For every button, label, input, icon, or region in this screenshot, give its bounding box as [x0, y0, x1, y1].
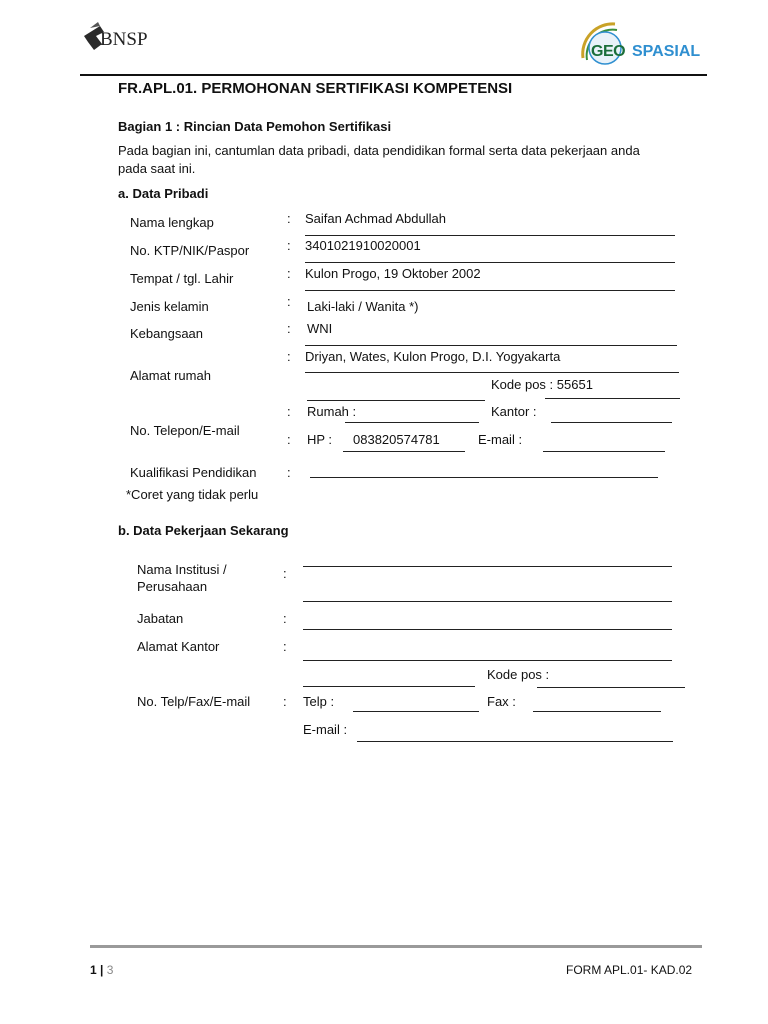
- alamat-kantor-label: Alamat Kantor: [137, 639, 220, 654]
- ktp-label: No. KTP/NIK/Paspor: [130, 243, 250, 258]
- data-pribadi-heading: a. Data Pribadi: [118, 186, 209, 201]
- institusi-label-line2: Perusahaan: [137, 579, 208, 594]
- geo-logo-text: GEO: [591, 43, 626, 60]
- telp-kantor-field-label: Telp :: [303, 694, 335, 709]
- kebangsaan-label: Kebangsaan: [130, 326, 204, 341]
- kebangsaan-value[interactable]: WNI: [307, 321, 333, 336]
- jabatan-field[interactable]: [303, 629, 672, 630]
- footnote-coret: *Coret yang tidak perlu: [126, 487, 259, 502]
- intro-text-line2: pada saat ini.: [118, 161, 196, 176]
- kebangsaan-colon: :: [287, 321, 291, 336]
- alamat-kantor-field[interactable]: [303, 660, 672, 661]
- ktp-underline: [305, 262, 675, 263]
- jk-colon: :: [287, 294, 291, 309]
- telp-kantor-label: No. Telp/Fax/E-mail: [137, 694, 251, 709]
- ttl-underline: [305, 290, 675, 291]
- jk-label: Jenis kelamin: [130, 299, 209, 314]
- ttl-label: Tempat / tgl. Lahir: [130, 271, 234, 286]
- page-total: 3: [106, 963, 114, 977]
- data-pekerjaan-heading: b. Data Pekerjaan Sekarang: [118, 523, 289, 538]
- alamat-value[interactable]: Driyan, Wates, Kulon Progo, D.I. Yogyakarta: [305, 349, 561, 364]
- hp-value[interactable]: 083820574781: [353, 432, 440, 447]
- jabatan-colon: :: [283, 611, 287, 626]
- telp-kantor-colon: :: [283, 694, 287, 709]
- telp-colon-2: :: [287, 432, 291, 447]
- page-current: 1: [90, 963, 97, 977]
- intro-text-line1: Pada bagian ini, cantumlan data pribadi, data pendidikan formal serta data pekerjaan anda: [118, 143, 640, 158]
- page-separator: |: [100, 963, 104, 977]
- alamat-kantor-field-2[interactable]: [303, 686, 475, 687]
- kodepos-rumah-underline: [545, 398, 680, 399]
- email-label: E-mail :: [478, 432, 523, 447]
- email-field[interactable]: [543, 451, 665, 452]
- kodepos-kantor-label: Kode pos :: [487, 667, 550, 682]
- alamat-underline-1: [305, 372, 679, 373]
- hp-label: HP :: [307, 432, 333, 447]
- institusi-field-2[interactable]: [303, 601, 672, 602]
- nama-label: Nama lengkap: [130, 215, 214, 230]
- page-number: [90, 963, 113, 977]
- ttl-value[interactable]: Kulon Progo, 19 Oktober 2002: [305, 266, 481, 281]
- header-rule: [80, 74, 707, 76]
- section-heading: Bagian 1 : Rincian Data Pemohon Sertifikasi: [118, 119, 392, 134]
- form-code: FORM APL.01- KAD.02: [566, 963, 693, 977]
- spasial-logo-text: SPASIAL: [632, 43, 701, 60]
- jabatan-label: Jabatan: [137, 611, 184, 626]
- telp-label: No. Telepon/E-mail: [130, 423, 240, 438]
- kantor-label: Kantor :: [491, 404, 537, 419]
- ktp-colon: :: [287, 238, 291, 253]
- email-kantor-field-label: E-mail :: [303, 722, 348, 737]
- ktp-value[interactable]: 3401021910020001: [305, 238, 421, 253]
- fax-field-label: Fax :: [487, 694, 516, 709]
- form-title: FR.APL.01. PERMOHONAN SERTIFIKASI KOMPETENSI: [118, 80, 513, 97]
- rumah-field[interactable]: [345, 422, 479, 423]
- institusi-label-line1: Nama Institusi /: [137, 562, 227, 577]
- footer-rule: [90, 945, 702, 948]
- kodepos-kantor-field[interactable]: [537, 687, 685, 688]
- rumah-label: Rumah :: [307, 404, 357, 419]
- ttl-colon: :: [287, 266, 291, 281]
- jk-value[interactable]: Laki-laki / Wanita *): [307, 299, 419, 314]
- kebangsaan-underline: [305, 345, 677, 346]
- bnsp-logo-text: BNSP: [100, 29, 148, 50]
- institusi-colon: :: [283, 566, 287, 581]
- institusi-field-1[interactable]: [303, 566, 672, 567]
- email-kantor-field[interactable]: [357, 741, 673, 742]
- kualifikasi-field[interactable]: [310, 477, 658, 478]
- nama-colon: :: [287, 211, 291, 226]
- kualifikasi-colon: :: [287, 465, 291, 480]
- kodepos-rumah-text[interactable]: Kode pos : 55651: [491, 377, 593, 392]
- telp-kantor-field[interactable]: [353, 711, 479, 712]
- nama-value[interactable]: Saifan Achmad Abdullah: [305, 211, 446, 226]
- alamat-kantor-colon: :: [283, 639, 287, 654]
- alamat-colon: :: [287, 349, 291, 364]
- kantor-field[interactable]: [551, 422, 672, 423]
- telp-colon-1: :: [287, 404, 291, 419]
- alamat-underline-2: [307, 400, 485, 401]
- alamat-label: Alamat rumah: [130, 368, 211, 383]
- hp-underline: [343, 451, 465, 452]
- kualifikasi-label: Kualifikasi Pendidikan: [130, 465, 257, 480]
- nama-underline: [305, 235, 675, 236]
- fax-field[interactable]: [533, 711, 661, 712]
